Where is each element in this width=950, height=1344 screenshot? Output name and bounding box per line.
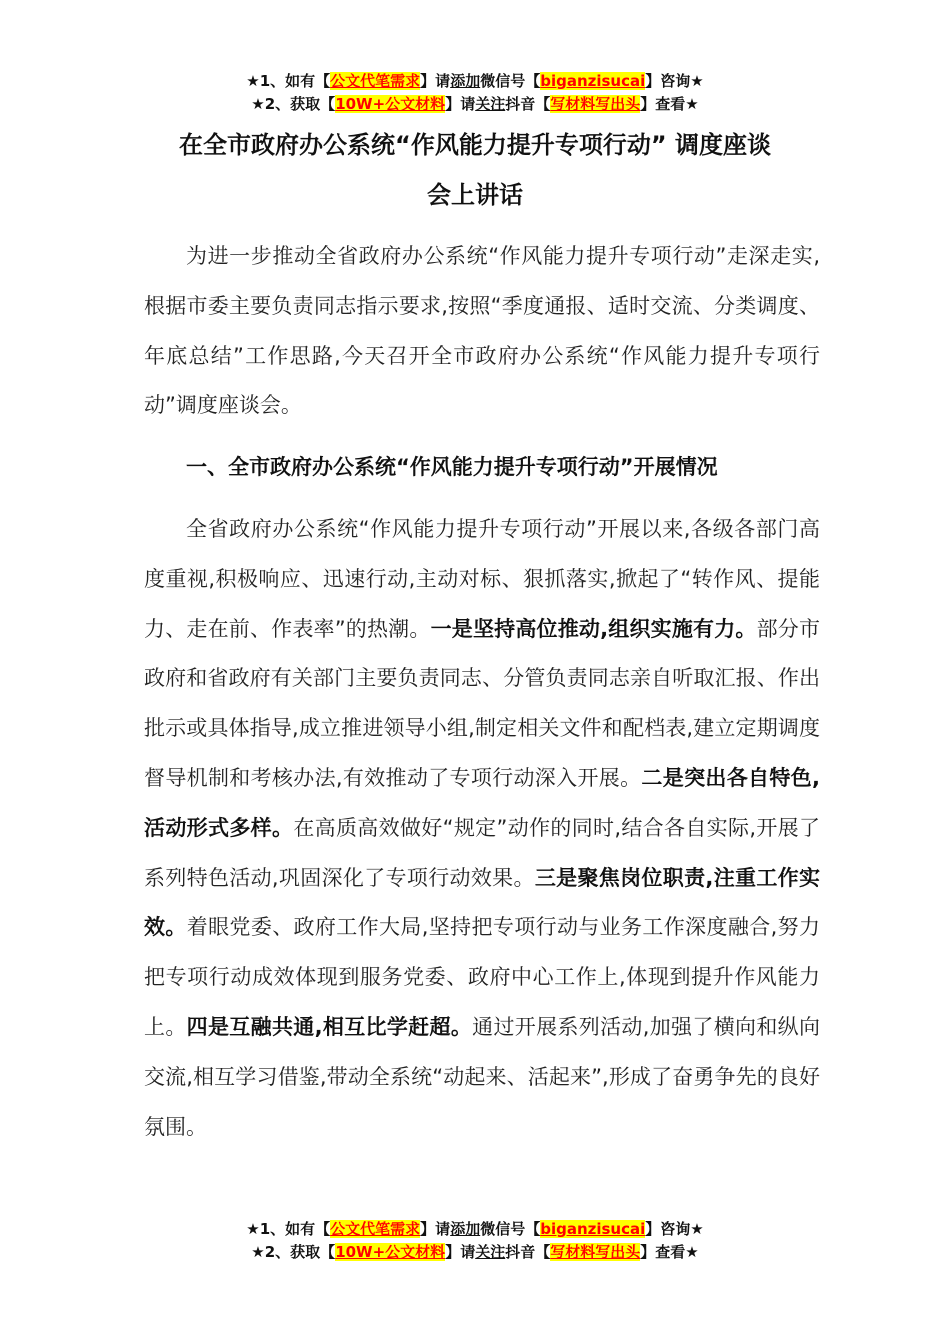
banner-text: 抖音【: [505, 1243, 551, 1261]
bottom-banner: [0, 1218, 950, 1264]
highlight-douyin-id: 写材料写出头: [550, 95, 641, 113]
point-three-bold: 三是聚焦岗位职责,注重工作实效。: [144, 865, 820, 940]
highlight-wechat-id: biganzisucai: [540, 1220, 646, 1238]
highlight-service: 公文代笔需求: [330, 1220, 421, 1238]
banner-text: 微信号【: [480, 1220, 541, 1238]
banner-text: 】请: [420, 1220, 451, 1238]
banner-text: 抖音【: [505, 95, 551, 113]
banner-text: ★1、如有【: [246, 72, 331, 90]
point-four-bold: 四是互融共通,相互比学赶超。: [186, 1014, 473, 1039]
point-one-bold: 一是坚持高位推动,组织实施有力。: [430, 616, 757, 641]
banner-line-1: [0, 70, 950, 93]
highlight-materials: 10W+公文材料: [335, 95, 446, 113]
title-line-1: 在全市政府办公系统“作风能力提升专项行动” 调度座谈: [179, 131, 771, 159]
paragraph-text: 部分市政府和省政府有关部门主要负责同志、分管负责同志亲自听取汇报、作出批示或具体指导,成立推进领导小组,制定相关文件和配档表,建立定期调度督导机制和考核办法,有效推动了专项行动深入开展。: [144, 616, 820, 790]
highlight-wechat-id: biganzisucai: [540, 72, 646, 90]
banner-text: 】咨询★: [645, 1220, 704, 1238]
document-title: [120, 120, 830, 220]
banner-underlined: 添加: [450, 1220, 481, 1238]
section-heading: 一、全市政府办公系统“作风能力提升专项行动”开展情况: [186, 455, 718, 479]
banner-text: 微信号【: [480, 72, 541, 90]
banner-line-2: [0, 1241, 950, 1264]
highlight-service: 公文代笔需求: [330, 72, 421, 90]
top-banner: [0, 70, 950, 116]
paragraph-text: 着眼党委、政府工作大局,坚持把专项行动与业务工作深度融合,努力把专项行动成效体现到服务党委、政府中心工作上,体现到提升作风能力上。: [144, 915, 820, 1039]
banner-text: 】请: [445, 95, 476, 113]
banner-text: 】咨询★: [645, 72, 704, 90]
banner-text: 】查看★: [640, 95, 699, 113]
paragraph-text: 全省政府办公系统“作风能力提升专项行动”开展以来,各级各部门高度重视,积极响应、迅速行动,主动对标、狠抓落实,掀起了“转作风、提能力、走在前、作表率”的热潮。: [144, 517, 820, 641]
banner-underlined: 添加: [450, 72, 481, 90]
point-two-bold: 二是突出各自特色,活动形式多样。: [144, 765, 820, 840]
intro-paragraph: 为进一步推动全省政府办公系统“作风能力提升专项行动”走深走实,根据市委主要负责同志指示要求,按照“季度通报、适时交流、分类调度、年底总结”工作思路,今天召开全市政府办公系统“作风能力提升专项行动”调度座谈会。: [144, 244, 820, 418]
highlight-douyin-id: 写材料写出头: [550, 1243, 641, 1261]
banner-text: 】请: [445, 1243, 476, 1261]
section-paragraph: [144, 505, 820, 1152]
banner-text: ★1、如有【: [246, 1220, 331, 1238]
banner-underlined: 关注: [475, 1243, 506, 1261]
banner-text: 】查看★: [640, 1243, 699, 1261]
banner-text: ★2、获取【: [251, 1243, 336, 1261]
banner-underlined: 关注: [475, 95, 506, 113]
title-line-2: 会上讲话: [427, 181, 523, 209]
paragraph-text: 通过开展系列活动,加强了横向和纵向交流,相互学习借鉴,带动全系统“动起来、活起来”,形成了奋勇争先的良好氛围。: [144, 1014, 820, 1139]
paragraph-text: 在高质高效做好“规定”动作的同时,结合各自实际,开展了系列特色活动,巩固深化了专项行动效果。: [144, 815, 821, 890]
banner-line-1: [0, 1218, 950, 1241]
banner-text: 】请: [420, 72, 451, 90]
banner-line-2: [0, 93, 950, 116]
highlight-materials: 10W+公文材料: [335, 1243, 446, 1261]
banner-text: ★2、获取【: [251, 95, 336, 113]
